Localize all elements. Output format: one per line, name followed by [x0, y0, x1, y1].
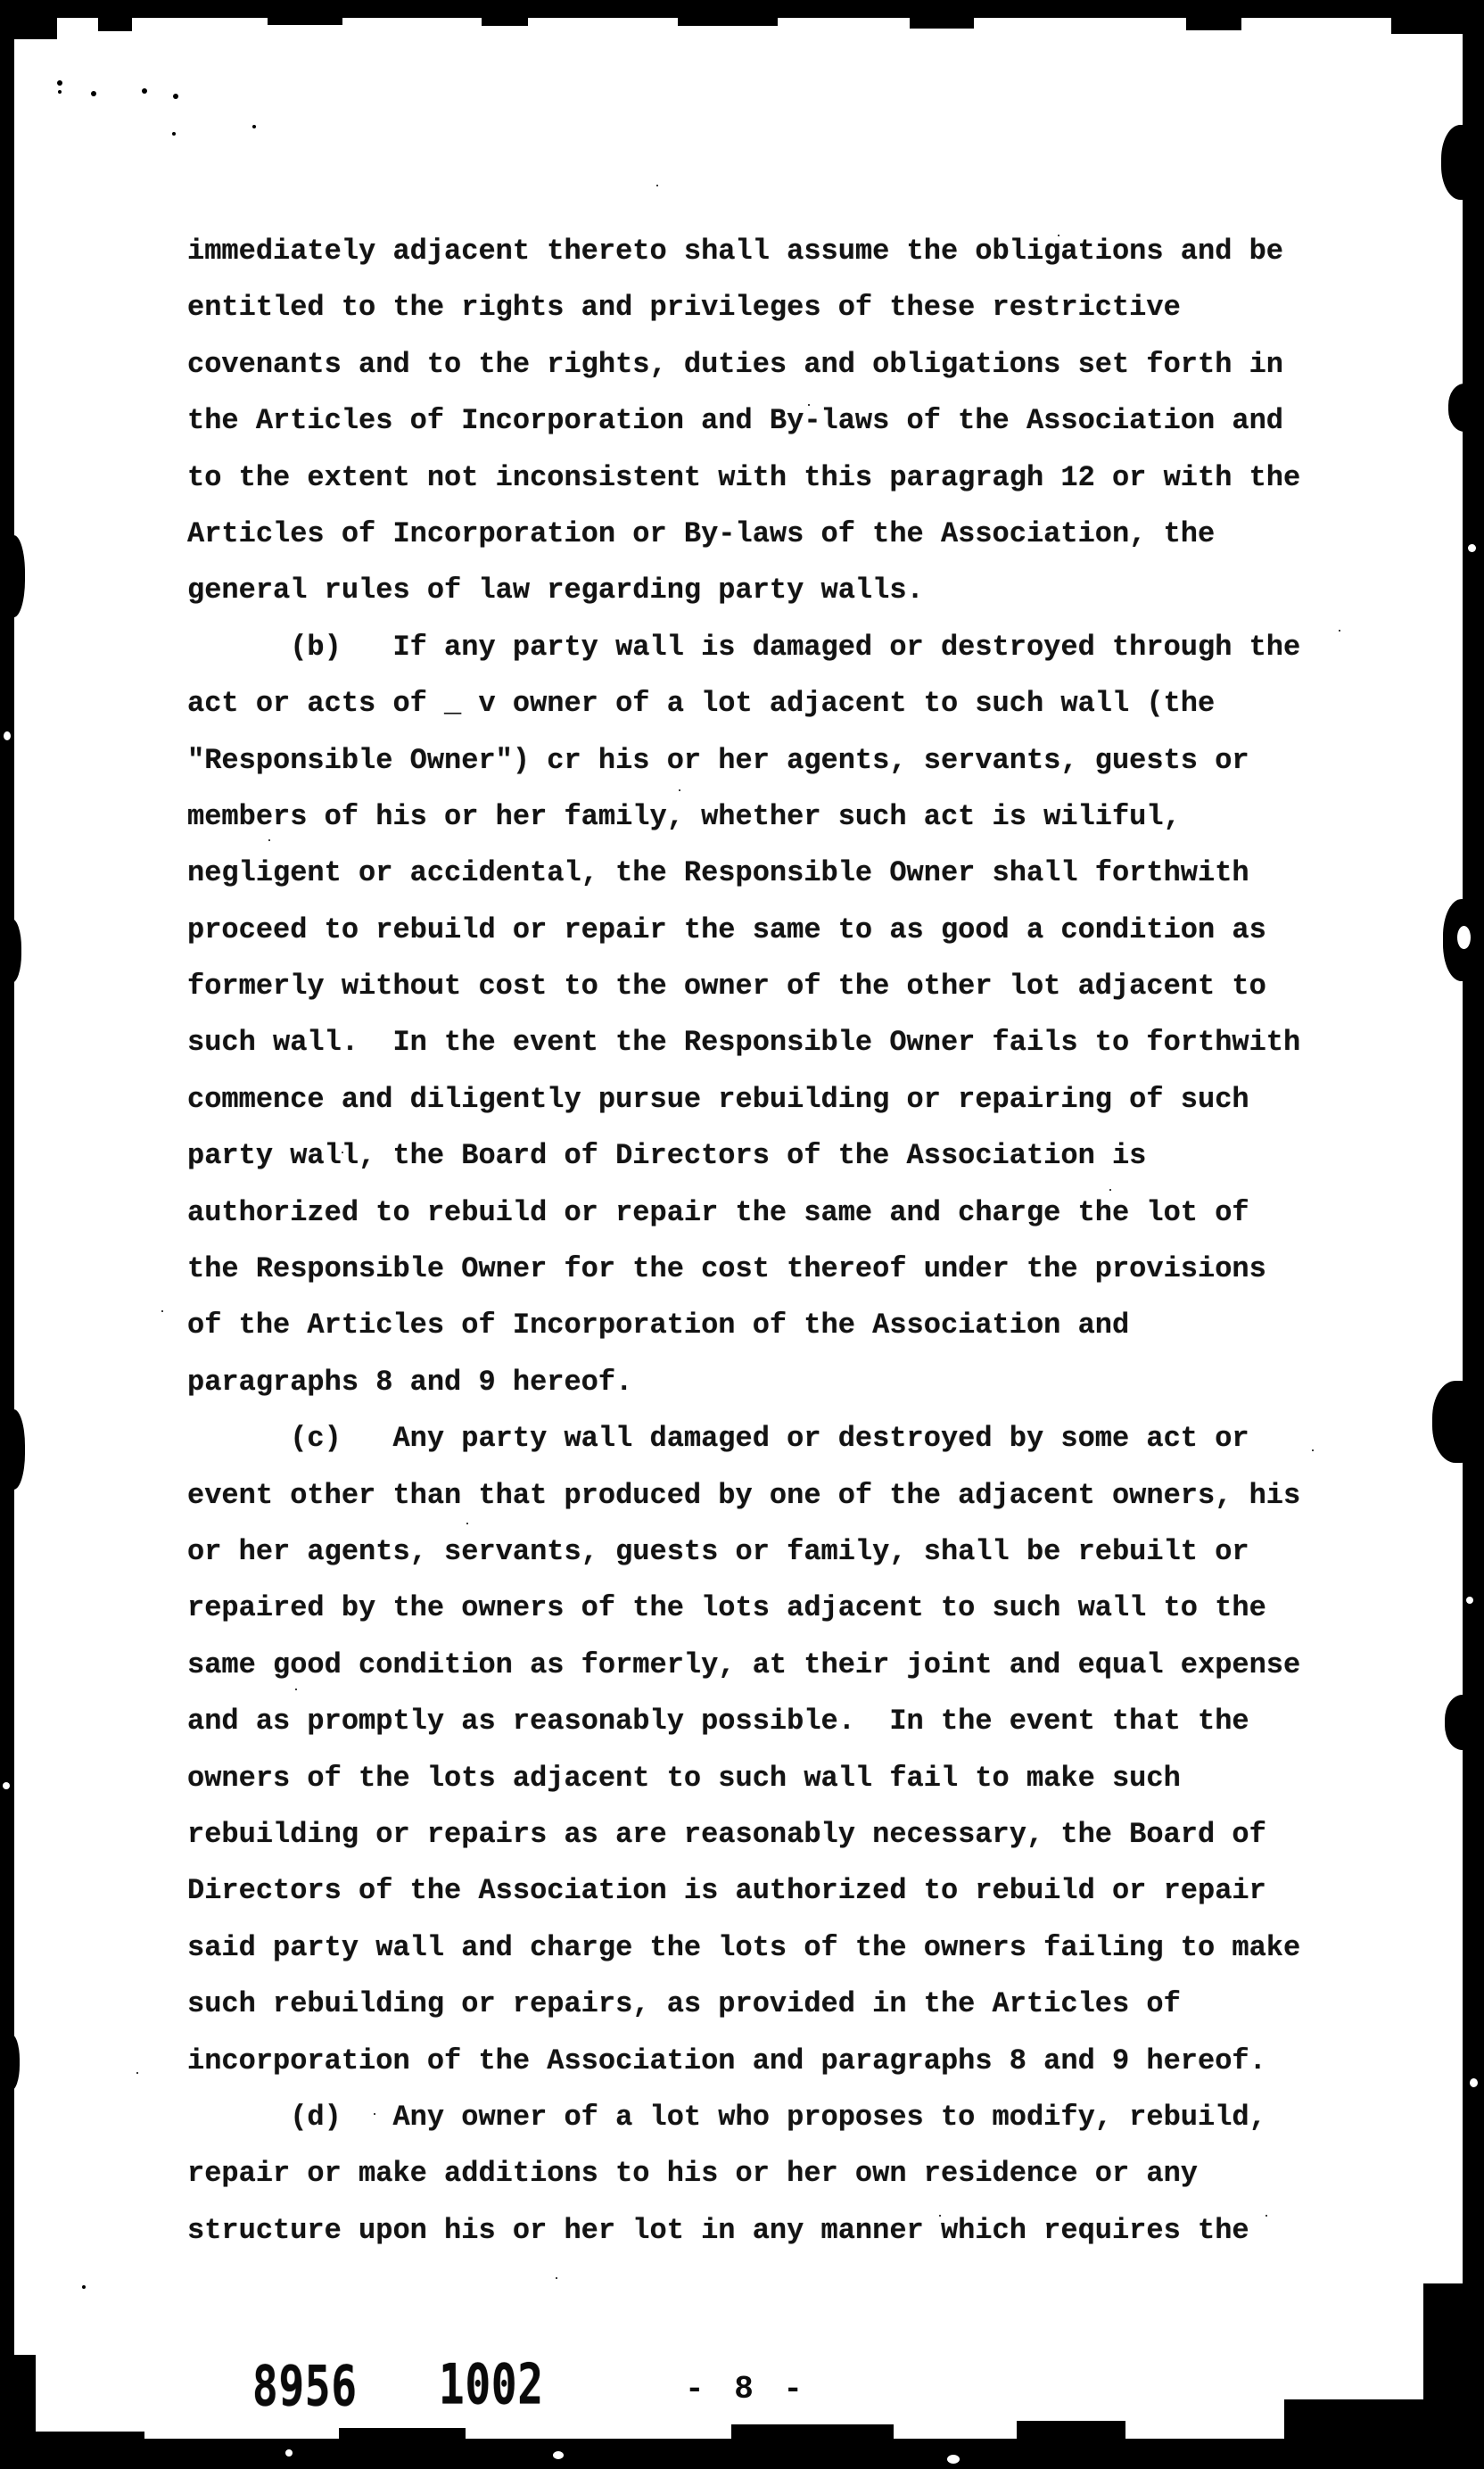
- scan-artifact: [482, 16, 528, 26]
- scan-artifact: [0, 2034, 20, 2091]
- text-line: of the Articles of Incorporation of the Association and: [187, 1309, 1130, 1342]
- stamp-number-right: 1002: [439, 2351, 544, 2417]
- text-line: owners of the lots adjacent to such wall fail to make such: [187, 1761, 1181, 1795]
- scan-speckle: [947, 2455, 960, 2464]
- scan-artifact: [1017, 2421, 1125, 2440]
- scan-artifact: [1445, 1695, 1484, 1750]
- scan-speckle: [1457, 926, 1471, 949]
- text-line: repair or make additions to his or her own residence or any: [187, 2157, 1198, 2191]
- scan-border-bottom: [0, 2439, 1484, 2469]
- text-line: incorporation of the Association and paragraphs 8 and 9 hereof.: [187, 2044, 1266, 2077]
- text-line: formerly without cost to the owner of the other lot adjacent to: [187, 970, 1266, 1003]
- text-line: (b) If any party wall is damaged or destroyed through the: [187, 630, 1301, 664]
- text-line: proceed to rebuild or repair the same to as good a condition as: [187, 912, 1266, 946]
- scan-artifact: [1391, 16, 1484, 34]
- text-line: Directors of the Association is authorized to rebuild or repair: [187, 1874, 1266, 1908]
- text-line: the Articles of Incorporation and By-laws of the Association and: [187, 404, 1283, 438]
- scan-artifact: [1186, 18, 1241, 30]
- text-line: Articles of Incorporation or By-laws of the Association, the: [187, 516, 1216, 550]
- scan-artifact: [731, 2424, 894, 2440]
- scan-artifact: [0, 18, 57, 39]
- text-line: structure upon his or her lot in any manner which requires the: [187, 2213, 1249, 2247]
- document-body-text: [187, 223, 1300, 2258]
- text-line: to the extent not inconsistent with this paragragh 12 or with the: [187, 460, 1301, 494]
- text-line: act or acts of _ v owner of a lot adjacent to such wall (the: [187, 687, 1216, 721]
- scan-artifact: [0, 2355, 36, 2469]
- scan-artifact: [910, 18, 974, 29]
- text-line: commence and diligently pursue rebuilding or repairing of such: [187, 1082, 1249, 1116]
- scan-artifact: [339, 2428, 466, 2440]
- scan-artifact: [1448, 384, 1484, 432]
- stamp-number-left: 8956: [252, 2353, 358, 2419]
- text-line: said party wall and charge the lots of the owners failing to make: [187, 1930, 1301, 1964]
- text-line: members of his or her family, whether such act is wiliful,: [187, 799, 1181, 833]
- scan-speckle: [285, 2449, 293, 2457]
- scan-artifact: [1432, 1381, 1484, 1463]
- scan-border-top: [0, 0, 1484, 18]
- scan-noise-specks: [0, 0, 4, 4]
- scan-speckle: [1468, 544, 1476, 552]
- text-line: same good condition as formerly, at their joint and equal expense: [187, 1647, 1301, 1681]
- text-line: such rebuilding or repairs, as provided in the Articles of: [187, 1987, 1181, 2021]
- scan-artifact: [98, 18, 132, 31]
- scan-artifact: [0, 535, 25, 617]
- scan-speckle: [1466, 1597, 1473, 1604]
- text-line: (d) Any owner of a lot who proposes to modify, rebuild,: [187, 2100, 1266, 2134]
- page-number: - 8 -: [685, 2371, 809, 2407]
- scan-artifact: [0, 919, 21, 983]
- scan-artifact: [0, 1409, 25, 1490]
- scan-artifact: [1441, 125, 1484, 200]
- scan-artifact: [268, 18, 342, 25]
- scan-artifact: [1284, 2399, 1484, 2442]
- scan-artifact: [36, 2432, 144, 2440]
- text-line: or her agents, servants, guests or family, shall be rebuilt or: [187, 1534, 1249, 1568]
- text-line: covenants and to the rights, duties and obligations set forth in: [187, 347, 1283, 381]
- text-line: negligent or accidental, the Responsible Owner shall forthwith: [187, 856, 1249, 890]
- text-line: (c) Any party wall damaged or destroyed by some act or: [187, 1422, 1249, 1456]
- scan-artifact: [678, 18, 778, 26]
- text-line: repaired by the owners of the lots adjacent to such wall to the: [187, 1591, 1266, 1625]
- text-line: party wall, the Board of Directors of the Association is: [187, 1139, 1147, 1173]
- text-line: entitled to the rights and privileges of these restrictive: [187, 291, 1181, 325]
- text-line: such wall. In the event the Responsible Owner fails to forthwith: [187, 1026, 1301, 1060]
- text-line: the Responsible Owner for the cost thereof under the provisions: [187, 1252, 1266, 1286]
- text-line: event other than that produced by one of the adjacent owners, his: [187, 1478, 1301, 1512]
- text-line: authorized to rebuild or repair the same and charge the lot of: [187, 1195, 1249, 1229]
- scan-speckle: [4, 731, 11, 740]
- text-line: immediately adjacent thereto shall assume the obligations and be: [187, 235, 1283, 268]
- scan-speckle: [1470, 2078, 1478, 2087]
- scan-border-right: [1463, 0, 1484, 2469]
- text-line: and as promptly as reasonably possible. In the event that the: [187, 1705, 1249, 1738]
- text-line: paragraphs 8 and 9 hereof.: [187, 1365, 633, 1399]
- text-line: general rules of law regarding party walls.: [187, 574, 924, 607]
- scan-speckle: [553, 2451, 564, 2459]
- scan-border-left: [0, 0, 14, 2469]
- scan-speckle: [3, 1782, 10, 1789]
- text-line: "Responsible Owner") cr his or her agents, servants, guests or: [187, 743, 1249, 777]
- text-line: rebuilding or repairs as are reasonably necessary, the Board of: [187, 1817, 1266, 1851]
